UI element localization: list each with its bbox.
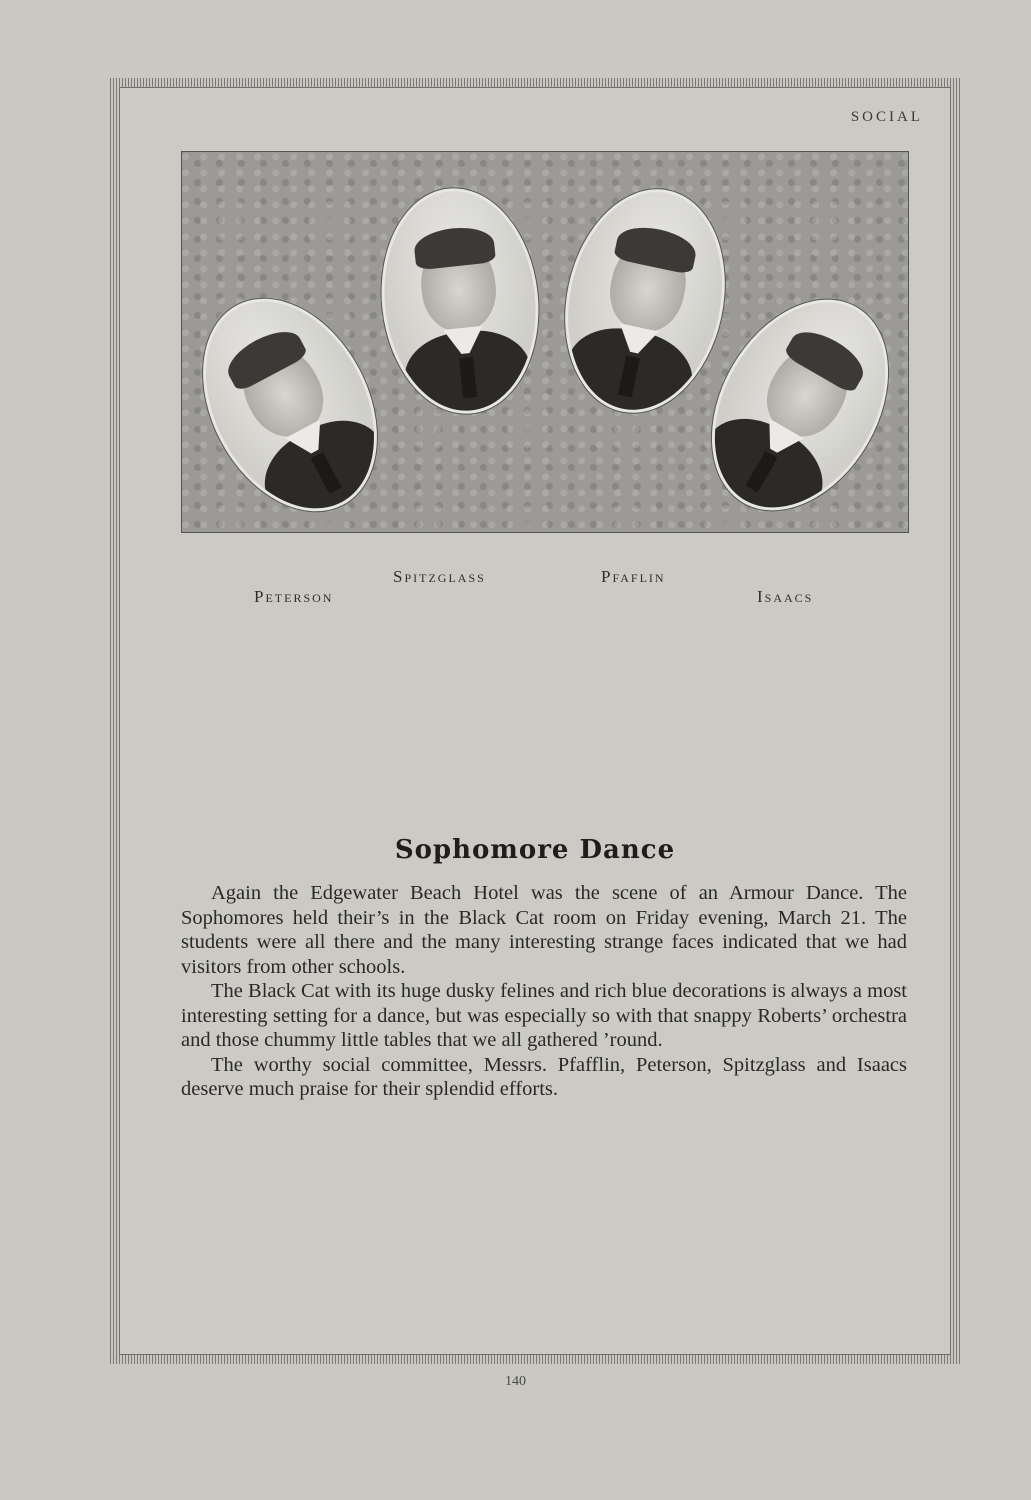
page-number: 140 [505,1374,526,1389]
article-body [181,881,907,1102]
portrait-spitzglass [371,180,550,421]
portrait-peterson [181,269,412,533]
caption-isaacs: Isaacs [757,587,814,606]
portrait-panel [181,151,909,533]
section-header: SOCIAL [850,109,923,125]
paragraph-3: The worthy social committee, Messrs. Pfafflin, Peterson, Spitzglass and Isaacs deserve much praise for their splendid efforts. [181,1053,907,1100]
article-title: Sophomore Dance [394,835,676,865]
page-border-frame [110,78,960,1364]
caption-spitzglass: Spitzglass [393,567,486,586]
caption-pfaflin: Pfaflin [601,567,666,586]
caption-peterson: Peterson [254,587,334,606]
portrait-pfaflin [545,174,745,427]
paragraph-2: The Black Cat with its huge dusky felines and rich blue decorations is always a most interesting setting for a dance, but was especially so with that snappy Roberts’ orchestra and those chummy little tables that we all gathered ’round. [181,980,907,1051]
paragraph-1: Again the Edgewater Beach Hotel was the scene of an Armour Dance. The Sophomores held their’s in the Black Cat room on Friday evening, March 21. The students were all there and the many interesting strange faces indicated that we had visitors from other schools. [181,882,907,978]
